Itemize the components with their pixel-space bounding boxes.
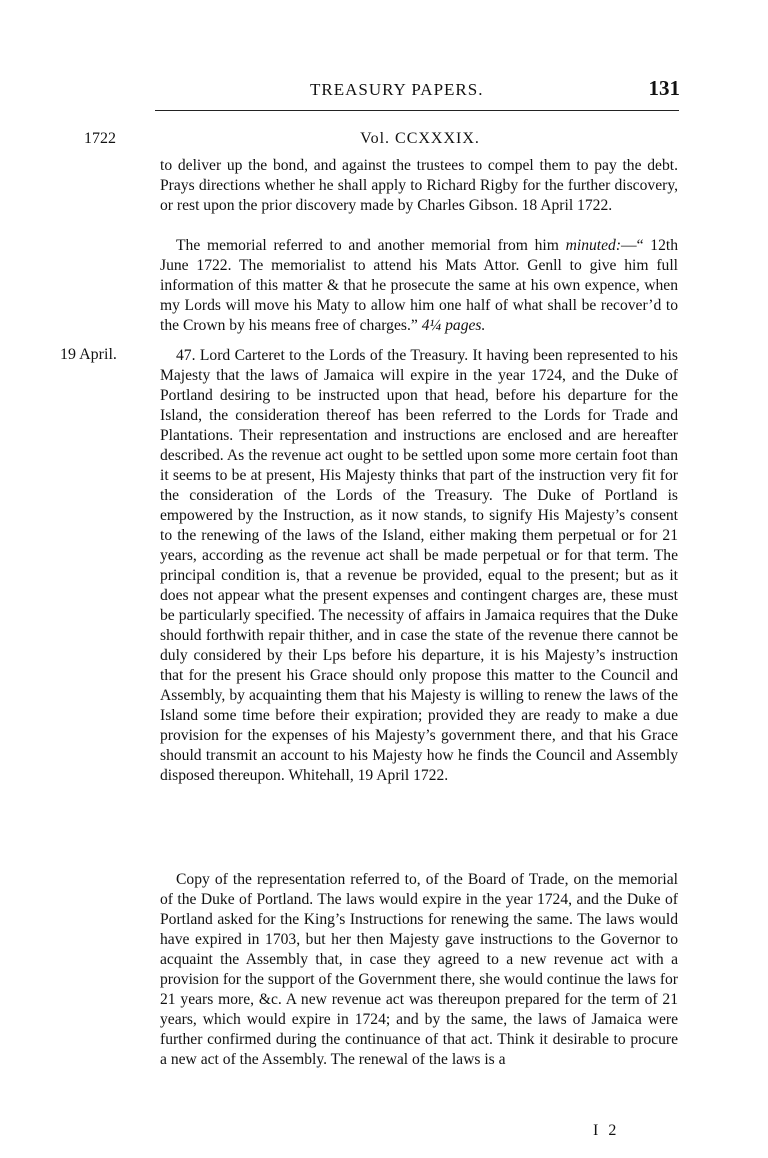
minute-text: —“ 12th June 1722. The memorialist to attend his Mats Attor. Genll to give him full information of this matter & that he prosecute the same at his own expence, when my Lords will move his Maty to allow him one half of what shall be recover’d to the Crown by his means free of charges.”: [160, 237, 679, 334]
folio-signature: I 2: [593, 1122, 620, 1139]
page-count: 4¼ pages.: [421, 317, 486, 334]
paragraph-memorial: [160, 236, 678, 336]
paragraph-entry-47: 47. Lord Carteret to the Lords of the Treasury. It having been represented to his Majesty that the laws of Jamaica will expire in the year 1724, and the Duke of Portland desiring to be instructed upon that head, before his departure for the Island, the consideration thereof has been referred to the Lords for Trade and Plantations. Their representation and instructions are enclosed and are hereafter described. As the revenue act ought to be settled upon some more certain foot than it seems to be at present, His Majesty thinks that part of the instruction very fit for the consideration of the Lords of the Treasury. The Duke of Portland is empowered by the Instruction, as it now stands, to signify His Majesty’s consent to the renewing of the laws of the Island, either making them perpetual or for 21 years, according as the revenue act shall be made perpetual or for that term. The principal condition is, that a revenue be provided, equal to the present; but as it does not appear what the present expenses and contingent charges are, these must be particularly specified. The necessity of affairs in Jamaica requires that the Duke should forthwith repair thither, and in case the state of the revenue there cannot be duly considered by their Lps before his departure, it is his Majesty’s instruction that for the present his Grace should only propose this matter to the Council and Assembly, by acquainting them that his Majesty is willing to renew the laws of the Island some time before their expiration; provided they are ready to make a due provision for the expenses of his Majesty’s government there, and that his Grace should transmit an account to his Majesty how he finds the Council and Assembly disposed thereupon. Whitehall, 19 April 1722.: [160, 347, 678, 784]
paragraph-representation: Copy of the representation referred to, of the Board of Trade, on the memorial of the Duke of Portland. The laws would expire in the year 1724, and the Duke of Portland asked for the King’s Instructions for renewing the same. The laws would have expired in 1703, but her then Majesty gave instructions to the Governor to acquaint the Assembly that, in case they agreed to a new revenue act with a provision for the support of the Government there, she would continue the laws for 21 years more, &c. A new revenue act was thereupon prepared for the term of 21 years, which would expire in 1724; and by the same, the laws of Jamaica were further confirmed during the continuance of that act. Think it desirable to procure a new act of the Assembly. The renewal of the laws is a: [160, 871, 678, 1068]
page-header: [160, 76, 680, 108]
volume-heading: Vol. CCXXXIX.: [360, 130, 480, 147]
running-title: TREASURY PAPERS.: [310, 80, 484, 99]
header-rule: [155, 110, 679, 111]
paragraph-continuation: to deliver up the bond, and against the trustees to compel them to pay the debt. Prays directions whether he shall apply to Richard Rigby for the further discovery, or rest upon the prior discovery made by Charles Gibson. 18 April 1722.: [160, 157, 678, 214]
page-number: 131: [648, 76, 680, 100]
memorial-intro: The memorial referred to and another memorial from him: [176, 237, 559, 254]
margin-date: 19 April.: [60, 346, 117, 363]
minuted-label: minuted:: [565, 237, 622, 254]
margin-year: 1722: [84, 130, 116, 147]
